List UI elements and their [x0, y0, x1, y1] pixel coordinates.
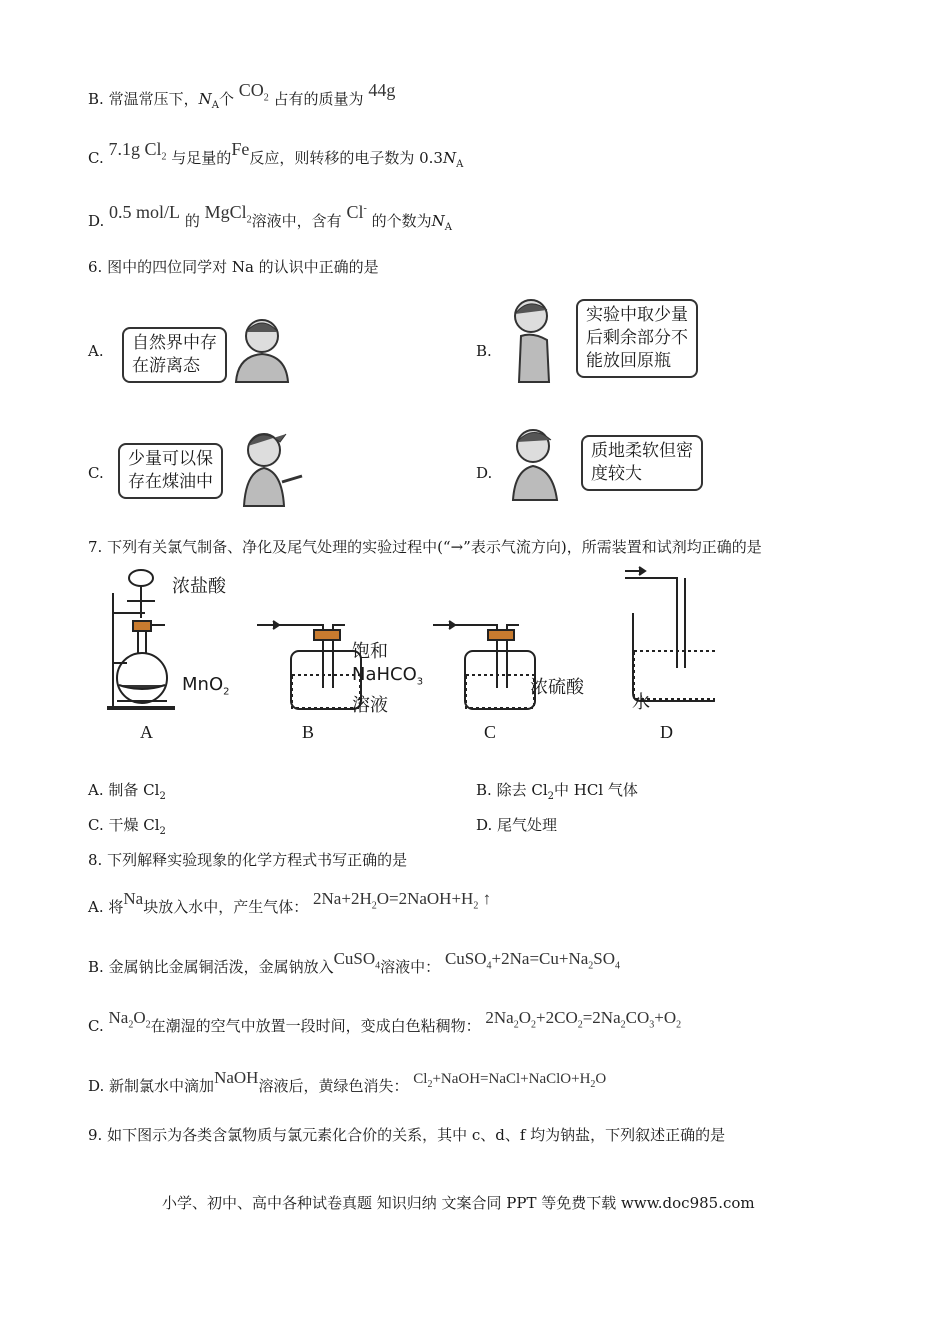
q7-option-a: A. 制备 $Cl_2$ — [88, 781, 166, 802]
apparatus-c — [433, 621, 535, 709]
q6-option-c-letter: C. — [88, 464, 104, 482]
q8-option-c: C. $Na_2O_2$在潮湿的空气中放置一段时间，变成白色粘稠物： $2Na_2O_2+2CO_2=2Na_2CO_3+O_2$ — [88, 1008, 682, 1035]
q5-option-c: C. 7.1g $Cl_2$ 与足量的Fe反应，则转移的电子数为 $0.3N_A$ — [88, 139, 464, 170]
q6-stem: 6. 图中的四位同学对 Na 的认识中正确的是 — [88, 258, 379, 276]
label-water: 水 — [632, 692, 650, 713]
q7-option-b: B. 除去 $Cl_2$中 HCl 气体 — [476, 781, 638, 802]
q6-bubble-b: 实验中取少量 后剩余部分不 能放回原瓶 — [576, 299, 698, 378]
q8-option-a: A. 将Na块放入水中，产生气体： $2Na+2H_2O=2NaOH+H_2$ ↑ — [88, 889, 492, 916]
q8-stem: 8. 下列解释实验现象的化学方程式书写正确的是 — [88, 851, 408, 869]
student-d-image — [505, 420, 567, 502]
label-nahco3-solution: 饱和 NaHCO$_3$ 溶液 — [352, 641, 424, 716]
q6-bubble-a: 自然界中存 在游离态 — [122, 327, 227, 383]
label-a: A — [140, 722, 153, 742]
q7-stem: 7. 下列有关氯气制备、净化及尾气处理的实验过程中(“→”表示气流方向)，所需装置和试剂均正确的是 — [88, 538, 762, 556]
label-c: C — [484, 722, 497, 742]
q6-option-a-letter: A. — [88, 342, 104, 360]
q6-bubble-c: 少量可以保 存在煤油中 — [118, 443, 223, 499]
label-concentrated-hcl: 浓盐酸 — [172, 576, 226, 597]
q5-option-d: D. 0.5 mol/L 的 MgCl$_2$溶液中，含有 Cl- 的个数为$N_A$ — [88, 202, 452, 233]
label-b: B — [302, 722, 315, 742]
page-footer: 小学、初中、高中各种试卷真题 知识归纳 文案合同 PPT 等免费下载 www.doc985.com — [162, 1194, 755, 1212]
label-d: D — [660, 722, 673, 742]
apparatus-b — [257, 621, 361, 709]
student-b-image — [505, 292, 565, 384]
label-mno2: MnO$_2$ — [182, 674, 230, 698]
q8-option-b: B. 金属钠比金属铜活泼，金属钠放入CuSO$_4$溶液中： $CuSO_4+2Na=Cu+Na_2SO_4$ — [88, 949, 621, 976]
student-c-image — [230, 420, 306, 508]
q6-option-d-letter: D. — [476, 464, 493, 482]
label-concentrated-h2so4: 浓硫酸 — [530, 677, 584, 698]
q6-bubble-d: 质地柔软但密 度较大 — [581, 435, 703, 491]
q6-option-b-letter: B. — [476, 342, 492, 360]
apparatus-a — [107, 570, 175, 708]
apparatus-d — [625, 567, 715, 701]
q9-stem: 9. 如下图示为各类含氯物质与氯元素化合价的关系，其中 c、d、f 均为钠盐，下列叙述正确的是 — [88, 1126, 726, 1144]
student-a-image — [228, 312, 296, 384]
q7-option-d: D. 尾气处理 — [476, 816, 558, 834]
q5-option-b: B. 常温常压下，$N_A$个 $CO_2$ 占有的质量为 44g — [88, 80, 396, 111]
q7-option-c: C. 干燥 $Cl_2$ — [88, 816, 166, 837]
q8-option-d: D. 新制氯水中滴加NaOH溶液后，黄绿色消失： $Cl_2+NaOH=NaCl+NaClO+H_2O$ — [88, 1068, 607, 1095]
